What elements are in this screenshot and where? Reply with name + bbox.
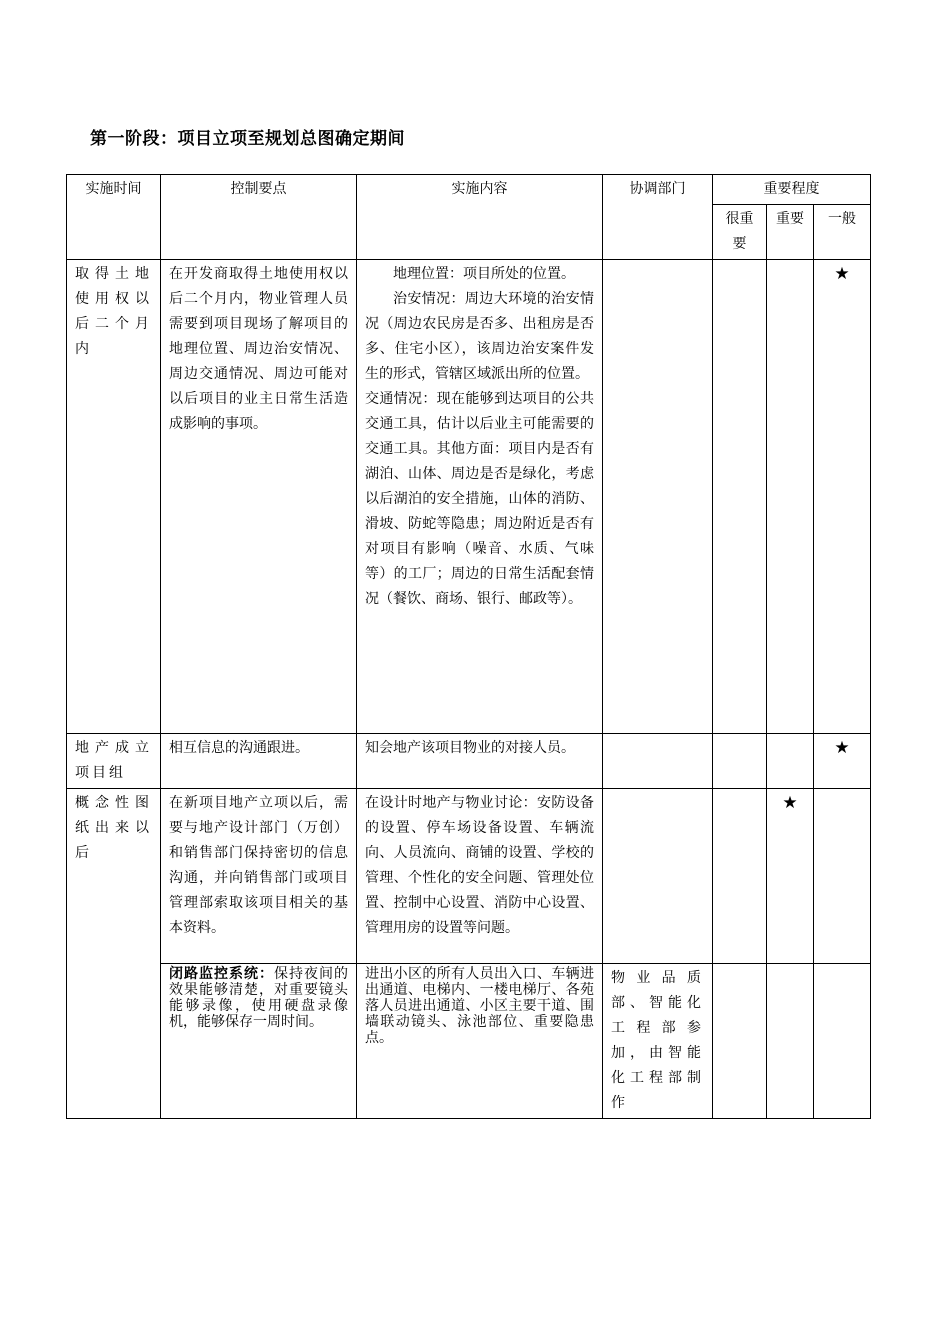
row4-content: 进出小区的所有人员出入口、车辆进出通道、电梯内、一楼电梯厅、各苑落人员进出通道、小区主要干道、围墙联动镜头、泳池部位、重要隐患点。	[357, 964, 603, 1119]
row1-time: 取得土地使用权以后二个月内	[67, 260, 161, 734]
row1-content-security: 治安情况：周边大环境的治安情况（周边农民房是否多、出租房是否多、住宅小区），该周边治安案件发生的形式，管辖区域派出所的位置。	[365, 291, 594, 382]
row3-points: 在新项目地产立项以后，需要与地产设计部门（万创）和销售部门保持密切的信息沟通，并向销售部门或项目管理部索取该项目相关的基本资料。	[161, 789, 357, 964]
row1-content	[357, 260, 603, 734]
row1-content-traffic: 交通情况：现在能够到达项目的公共交通工具，估计以后业主可能需要的交通工具。其他方面：项目内是否有湖泊、山体、周边是否是绿化，考虑以后湖泊的安全措施，山体的消防、滑坡、防蛇等隐患；周边附近是否有对项目有影响（噪音、水质、气味等）的工厂；周边的日常生活配套情况（餐饮、商场、银行、邮政等）。	[365, 391, 594, 607]
header-general: 一般	[814, 205, 871, 260]
row2-content: 知会地产该项目物业的对接人员。	[357, 734, 603, 789]
row4-general	[814, 964, 871, 1119]
header-important: 重要	[767, 205, 814, 260]
header-time: 实施时间	[67, 175, 161, 260]
row2-time: 地产成立项目组	[67, 734, 161, 789]
row1-very-important	[713, 260, 767, 734]
row4-very-important	[713, 964, 767, 1119]
header-dept: 协调部门	[603, 175, 713, 260]
row2-very-important	[713, 734, 767, 789]
row1-important	[767, 260, 814, 734]
header-points: 控制要点	[161, 175, 357, 260]
row3-dept	[603, 789, 713, 964]
row1-general-star: ★	[814, 260, 871, 734]
row1-content-location: 地理位置：项目所处的位置。	[393, 266, 575, 282]
row3-general	[814, 789, 871, 964]
row2-general-star: ★	[814, 734, 871, 789]
row4-points	[161, 964, 357, 1119]
row1-dept	[603, 260, 713, 734]
row2-points: 相互信息的沟通跟进。	[161, 734, 357, 789]
header-importance: 重要程度	[713, 175, 871, 205]
row4-points-text: 保持夜间的效果能够清楚，对重要镜头能够录像，使用硬盘录像机，能够保存一周时间。	[169, 966, 348, 1030]
row2-important	[767, 734, 814, 789]
header-row	[67, 175, 871, 205]
row2-dept	[603, 734, 713, 789]
row3-very-important	[713, 789, 767, 964]
row1-points: 在开发商取得土地使用权以后二个月内，物业管理人员需要到项目现场了解项目的地理位置、周边治安情况、周边交通情况、周边可能对以后项目的业主日常生活造成影响的事项。	[161, 260, 357, 734]
row4-important	[767, 964, 814, 1119]
row3-content: 在设计时地产与物业讨论：安防设备的设置、停车场设备设置、车辆流向、人员流向、商铺的设置、学校的管理、个性化的安全问题、管理处位置、控制中心设置、消防中心设置、管理用房的设置等问题。	[357, 789, 603, 964]
row3-time: 概念性图纸出来以后	[67, 789, 161, 1119]
table-row	[67, 734, 871, 789]
header-content: 实施内容	[357, 175, 603, 260]
row4-points-heading: 闭路监控系统：	[169, 966, 274, 982]
table-row	[67, 260, 871, 734]
table-row	[67, 789, 871, 964]
row3-important-star: ★	[767, 789, 814, 964]
page-title: 第一阶段：项目立项至规划总图确定期间	[90, 129, 405, 149]
header-very-important: 很重要	[713, 205, 767, 260]
row4-dept: 物业品质部、智能化工程部参加，由智能化工程部制作	[603, 964, 713, 1119]
control-table	[66, 174, 871, 1119]
table-row	[67, 964, 871, 1119]
